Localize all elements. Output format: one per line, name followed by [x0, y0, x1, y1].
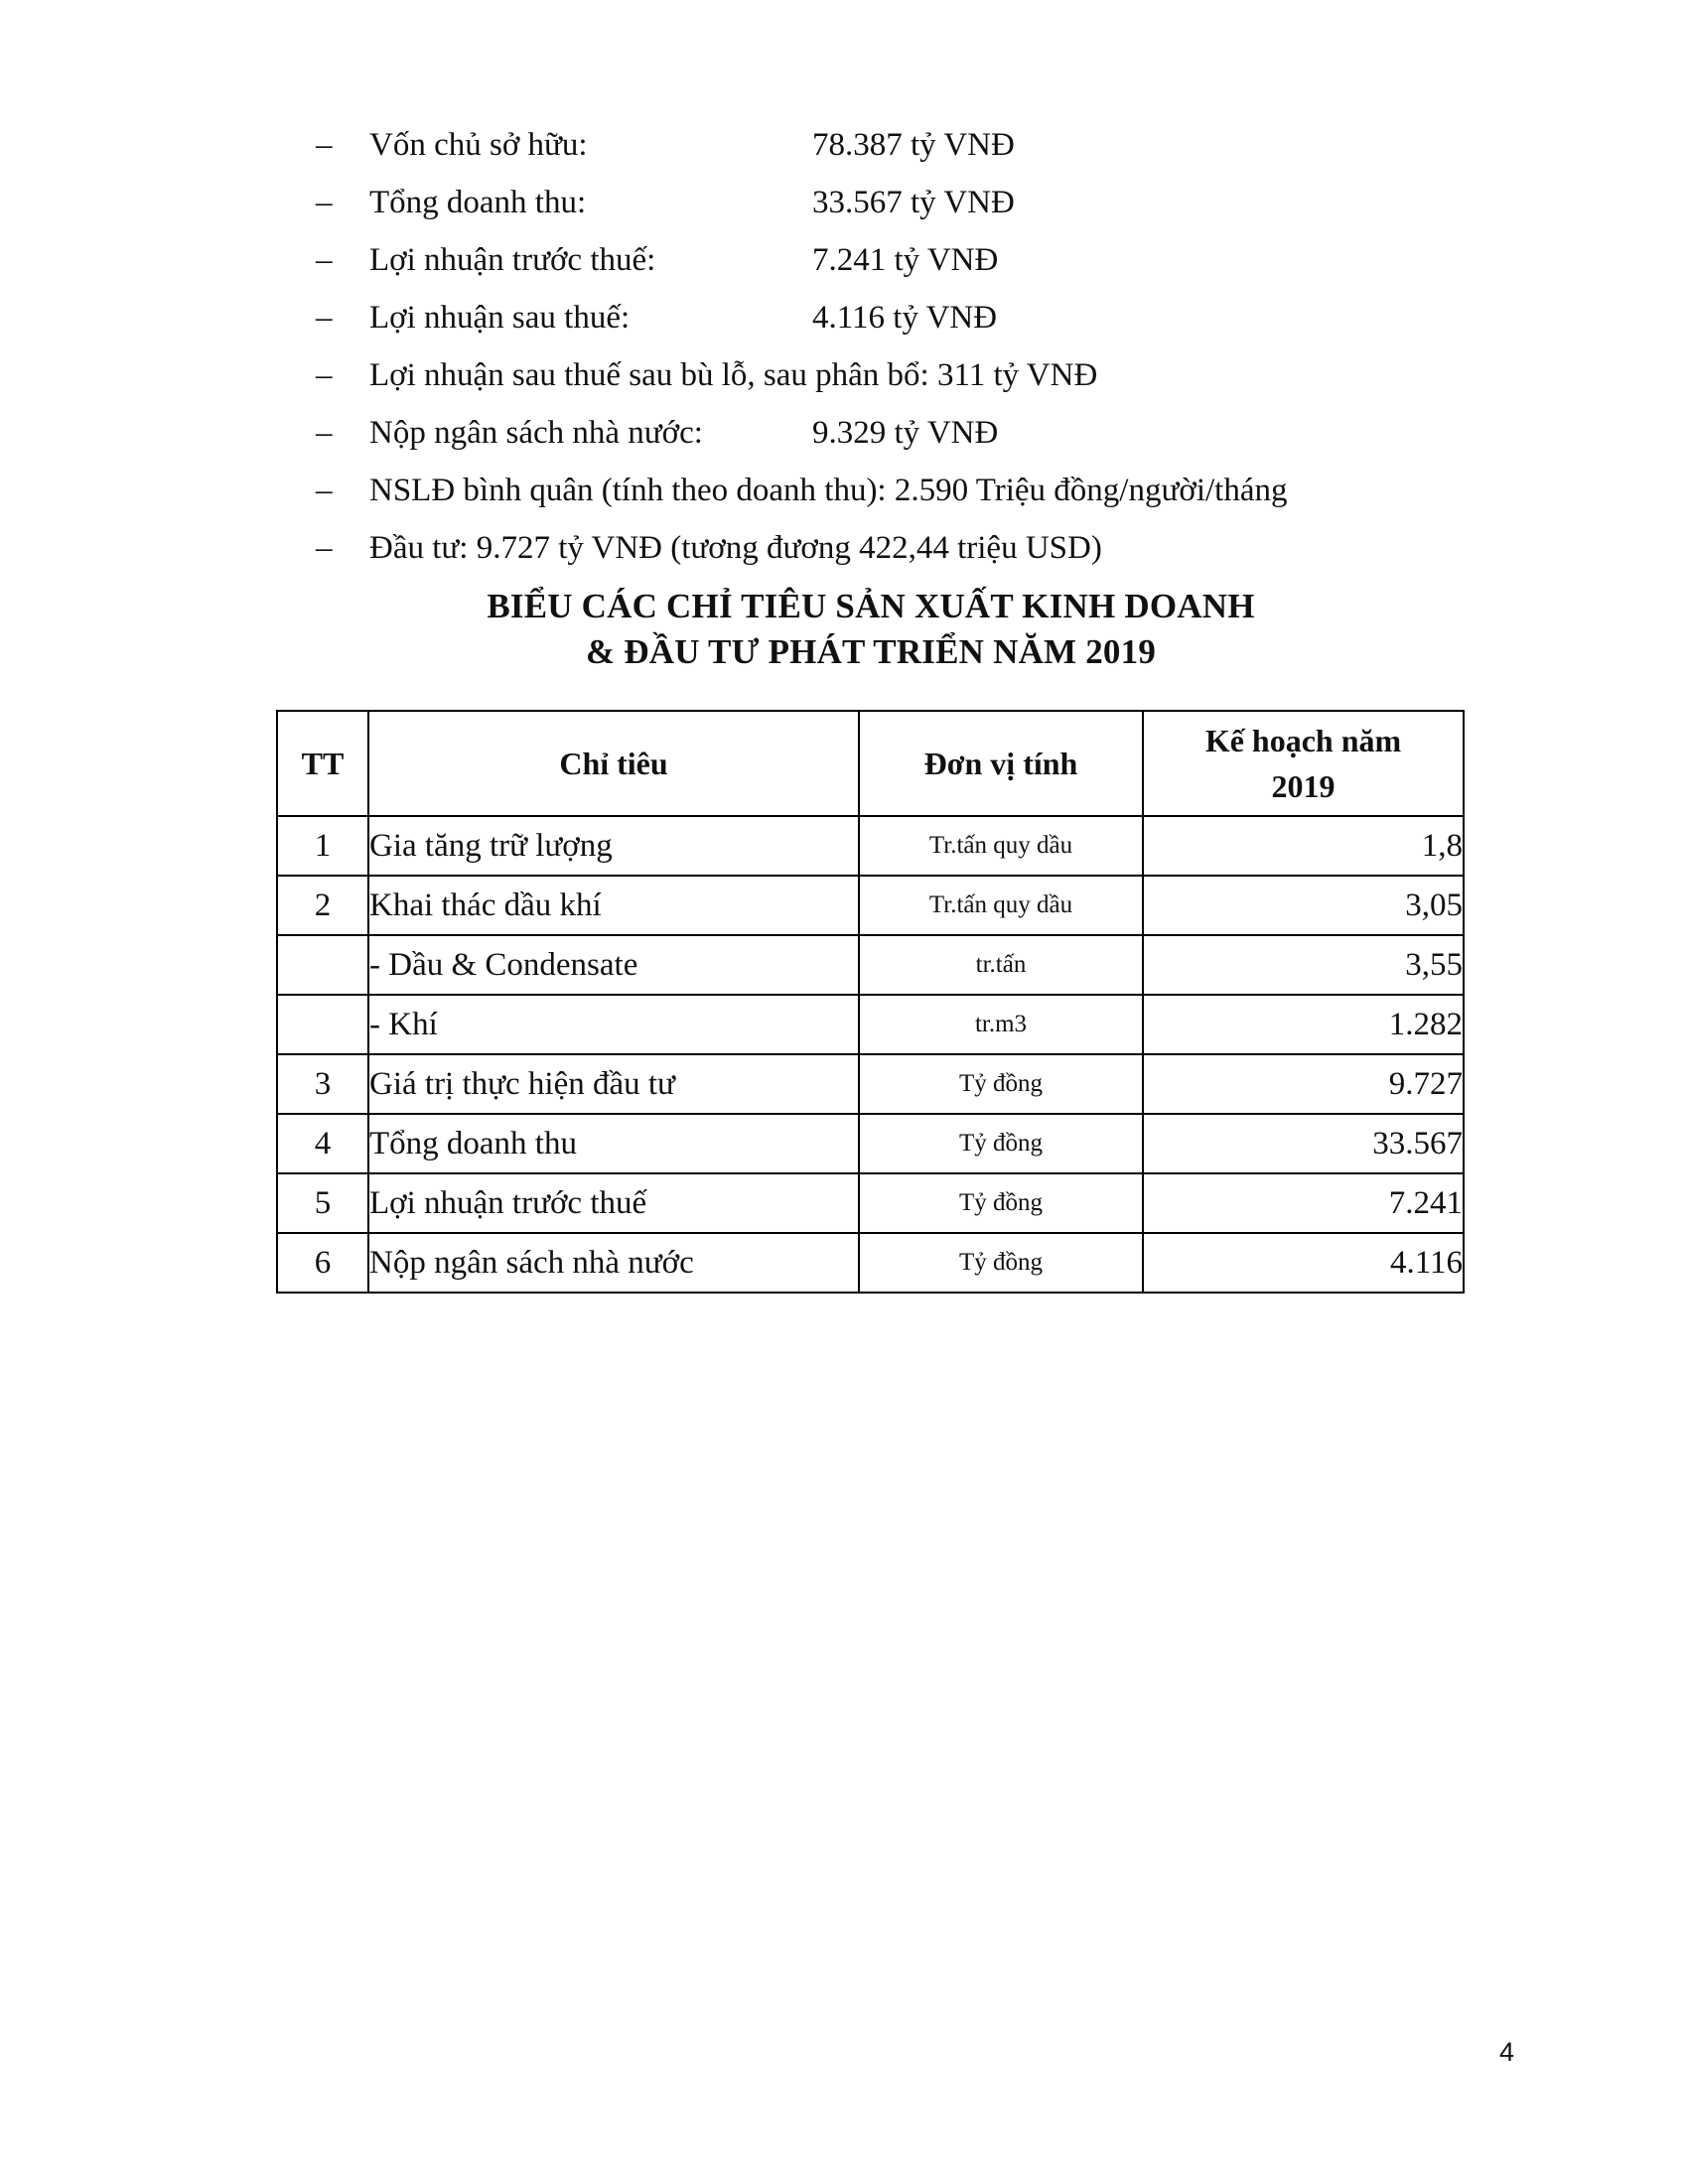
summary-item [316, 179, 1507, 236]
table-row [277, 1054, 1464, 1114]
header-plan: Kế hoạch năm 2019 [1143, 711, 1464, 816]
summary-value: 9.329 tỷ VNĐ [812, 415, 999, 451]
cell-value: 3,55 [1143, 935, 1464, 995]
summary-item [316, 524, 1507, 582]
cell-tt: 2 [277, 876, 368, 935]
summary-label: Lợi nhuận sau thuế sau bù lỗ, sau phân bổ: 311 tỷ VNĐ [369, 357, 1098, 393]
cell-name: - Dầu & Condensate [368, 935, 859, 995]
bullet-dash: – [316, 185, 333, 220]
cell-unit: Tỷ đồng [859, 1114, 1143, 1173]
summary-label: NSLĐ bình quân (tính theo doanh thu): 2.590 Triệu đồng/người/tháng [369, 473, 1288, 508]
summary-item [316, 351, 1507, 409]
cell-unit: Tr.tấn quy dầu [859, 876, 1143, 935]
table-title-line-2: & ĐẦU TƯ PHÁT TRIỂN NĂM 2019 [585, 632, 1157, 671]
cell-value: 4.116 [1143, 1233, 1464, 1293]
table-row [277, 1233, 1464, 1293]
bullet-dash: – [316, 415, 333, 451]
summary-label: Đầu tư: 9.727 tỷ VNĐ (tương đương 422,44 triệu USD) [369, 530, 1102, 566]
summary-item [316, 467, 1507, 524]
table-title [0, 584, 1688, 675]
table-title-line-1: BIỂU CÁC CHỈ TIÊU SẢN XUẤT KINH DOANH [487, 587, 1255, 625]
cell-value: 3,05 [1143, 876, 1464, 935]
bullet-dash: – [316, 242, 333, 278]
cell-name: Tổng doanh thu [368, 1114, 859, 1173]
summary-item [316, 409, 1507, 467]
cell-tt: 5 [277, 1173, 368, 1233]
cell-name: Lợi nhuận trước thuế [368, 1173, 859, 1233]
cell-value: 1,8 [1143, 816, 1464, 876]
table-header-row [277, 711, 1464, 816]
bullet-dash: – [316, 127, 333, 163]
table-row [277, 935, 1464, 995]
cell-unit: Tỷ đồng [859, 1054, 1143, 1114]
table-row [277, 816, 1464, 876]
cell-unit: Tr.tấn quy dầu [859, 816, 1143, 876]
cell-tt [277, 935, 368, 995]
table-row [277, 876, 1464, 935]
cell-unit: Tỷ đồng [859, 1233, 1143, 1293]
summary-item [316, 236, 1507, 294]
cell-name: Gia tăng trữ lượng [368, 816, 859, 876]
cell-tt: 3 [277, 1054, 368, 1114]
bullet-dash: – [316, 357, 333, 393]
header-unit: Đơn vị tính [859, 711, 1143, 816]
cell-name: Giá trị thực hiện đầu tư [368, 1054, 859, 1114]
cell-tt: 6 [277, 1233, 368, 1293]
page-number: 4 [1499, 2037, 1515, 2067]
cell-tt: 1 [277, 816, 368, 876]
header-name: Chỉ tiêu [368, 711, 859, 816]
table-row [277, 1173, 1464, 1233]
bullet-dash: – [316, 530, 333, 566]
summary-label: Tổng doanh thu: [369, 185, 587, 220]
cell-value: 9.727 [1143, 1054, 1464, 1114]
summary-item [316, 294, 1507, 351]
cell-value: 1.282 [1143, 995, 1464, 1054]
summary-label: Lợi nhuận sau thuế: [369, 300, 631, 336]
cell-unit: tr.tấn [859, 935, 1143, 995]
cell-value: 7.241 [1143, 1173, 1464, 1233]
cell-name: Khai thác dầu khí [368, 876, 859, 935]
summary-value: 33.567 tỷ VNĐ [812, 185, 1015, 220]
table-row [277, 995, 1464, 1054]
summary-label: Lợi nhuận trước thuế: [369, 242, 656, 278]
summary-label: Vốn chủ sở hữu: [369, 127, 588, 163]
cell-unit: tr.m3 [859, 995, 1143, 1054]
cell-name: Nộp ngân sách nhà nước [368, 1233, 859, 1293]
cell-tt: 4 [277, 1114, 368, 1173]
cell-unit: Tỷ đồng [859, 1173, 1143, 1233]
bullet-dash: – [316, 473, 333, 508]
bullet-dash: – [316, 300, 333, 336]
summary-value: 78.387 tỷ VNĐ [812, 127, 1015, 163]
summary-value: 4.116 tỷ VNĐ [812, 300, 998, 336]
cell-name: - Khí [368, 995, 859, 1054]
cell-tt [277, 995, 368, 1054]
summary-label: Nộp ngân sách nhà nước: [369, 415, 703, 451]
summary-value: 7.241 tỷ VNĐ [812, 242, 999, 278]
table-row [277, 1114, 1464, 1173]
plan-table [276, 710, 1465, 1294]
summary-item [316, 121, 1507, 179]
header-tt: TT [277, 711, 368, 816]
summary-list [316, 121, 1507, 582]
cell-value: 33.567 [1143, 1114, 1464, 1173]
